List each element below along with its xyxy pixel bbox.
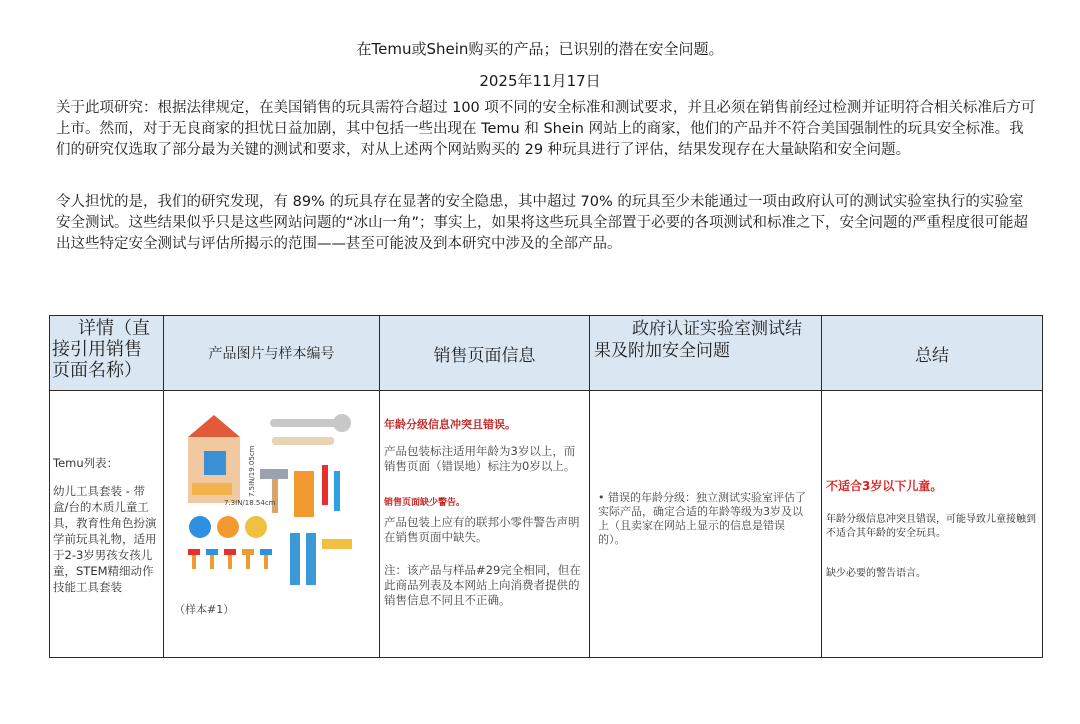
header-summary: 总结 <box>822 316 1043 391</box>
table-row <box>50 391 1043 658</box>
sales-cell <box>380 391 590 658</box>
size-width-label: 7.3IN/18.54cm <box>224 499 276 507</box>
lab-result: • 错误的年龄分级：独立测试实验室评估了实际产品，确定合适的年龄等级为3岁及以上（且卖家在网站上显示的信息是错误的）。 <box>598 491 806 546</box>
hammer-icon <box>260 469 288 479</box>
toolbox-drawer <box>192 483 232 495</box>
summary-heading: 不适合3岁以下儿童。 <box>826 479 943 493</box>
plank-icon-2 <box>306 533 316 585</box>
sales-age-detail: 产品包装标注适用年龄为3岁以上，而销售页面（错误地）标注为0岁以上。 <box>384 444 576 473</box>
listing-label: Temu列表： <box>53 456 119 470</box>
plank-icon <box>290 533 300 585</box>
gear-icon <box>189 516 211 538</box>
pliers-icon <box>294 471 314 517</box>
screwdriver-icon-2 <box>334 471 340 511</box>
gear-icon-2 <box>217 516 239 538</box>
toolbox-panel <box>204 451 226 475</box>
sample-number: （样本#1） <box>174 603 235 616</box>
sales-warning-detail: 产品包装上应有的联邦小零件警告声明在销售页面中缺失。 <box>384 515 580 544</box>
header-image: 产品图片与样本编号 <box>164 316 380 391</box>
sales-heading-warning: 销售页面缺少警告。 <box>384 498 466 508</box>
listing-name: 幼儿工具套装 - 带盒/台的木质儿童工具，教育性角色扮演学前玩具礼物，适用于2-3岁男孩女孩儿童，STEM精细动作技能工具套装 <box>53 484 157 594</box>
summary-warning: 缺少必要的警告语言。 <box>826 568 926 579</box>
document-title: 在Temu或Shein购买的产品；已识别的潜在安全问题。 <box>356 40 724 58</box>
table-header-row <box>50 316 1043 391</box>
results-table <box>49 315 1043 658</box>
bolts-row <box>188 549 272 569</box>
summary-cell <box>822 391 1043 658</box>
header-sales: 销售页面信息 <box>380 316 590 391</box>
nut-icon <box>322 539 352 549</box>
toolbox-roof <box>188 415 240 437</box>
findings-paragraph: 令人担忧的是，我们的研究发现，有 89% 的玩具存在显著的安全隐患，其中超过 70% 的玩具至少未能通过一项由政府认可的测试实验室执行的实验室安全测试。这些结果似乎只是这些网站问题的“冰山一角”；事实上，如果将这些玩具全部置于必要的各项测试和标准之下，安全问题的严重程度很可能超出这些特定安全测试与评估所揭示的范围——甚至可能波及到本研究中涉及的全部产品。 <box>56 194 1029 252</box>
product-image <box>180 409 360 589</box>
wrench-head <box>333 414 351 432</box>
sales-heading-age: 年龄分级信息冲突且错误。 <box>384 418 516 431</box>
lab-cell <box>590 391 822 658</box>
image-cell <box>164 391 380 658</box>
wrench-icon <box>270 419 340 427</box>
size-height-label: 7.5IN/19.05cm <box>248 445 256 497</box>
saw-icon <box>272 437 334 445</box>
gear-icon-3 <box>245 516 267 538</box>
intro-paragraph: 关于此项研究：根据法律规定，在美国销售的玩具需符合超过 100 项不同的安全标准和测试要求，并且必须在销售前经过检测并证明符合相关标准后方可上市。然而，对于无良商家的担忧日益加剧，其中包括一些出现在 Temu 和 Shein 网站上的商家，他们的产品并不符合美国强制性的玩具安全标准。我们的研究仅选取了部分最为关键的测试和要求，对从上述两个网站购买的 29 种玩具进行了评估，结果发现存在大量缺陷和安全问题。 <box>56 100 1036 158</box>
header-lab: 政府认证实验室测试结 果及附加安全问题 <box>590 316 822 391</box>
screwdriver-icon <box>322 465 328 505</box>
sales-note: 注：该产品与样品#29完全相同，但在此商品列表及本网站上向消费者提供的销售信息不同且不正确。 <box>384 563 581 607</box>
summary-detail: 年龄分级信息冲突且错误，可能导致儿童接触到不适合其年龄的安全玩具。 <box>826 514 1036 539</box>
listing-cell <box>50 391 164 658</box>
document-date: 2025年11月17日 <box>479 72 601 90</box>
header-details: 详情（直 接引用销售 页面名称） <box>50 316 164 391</box>
